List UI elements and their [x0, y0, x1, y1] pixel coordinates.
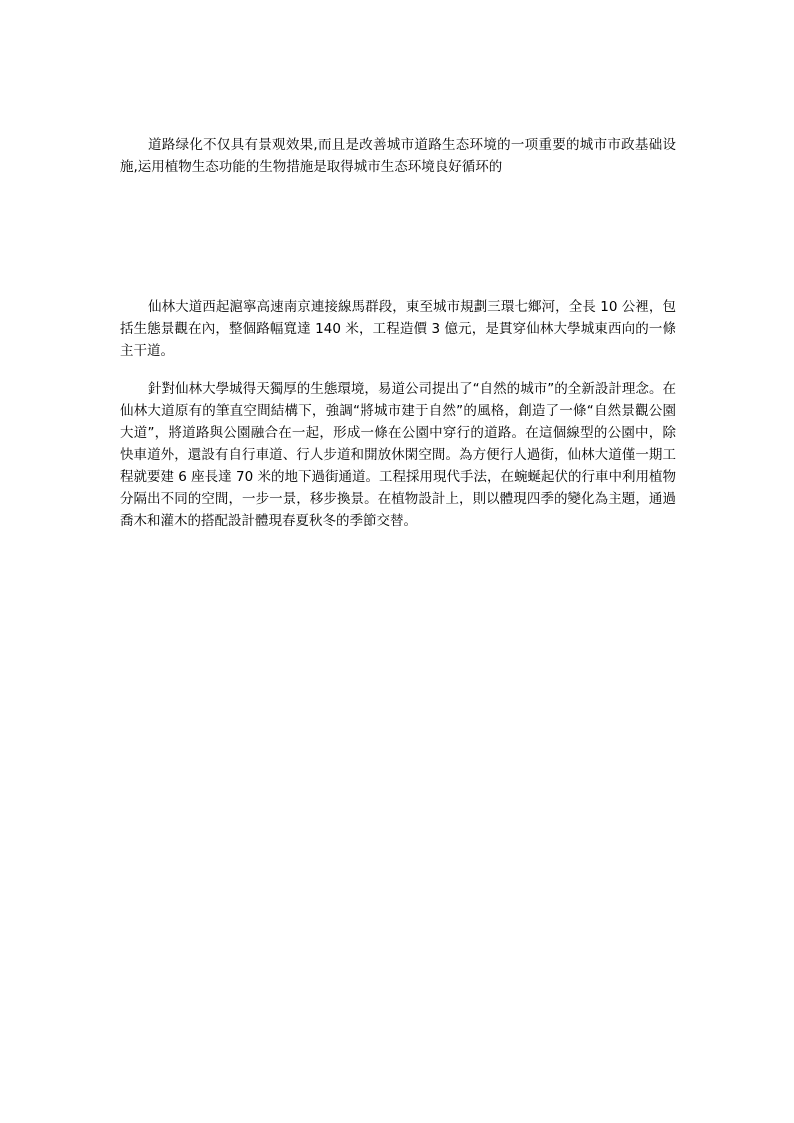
paragraph-design-concept: 針對仙林大學城得天獨厚的生態環境，易道公司提出了“自然的城市”的全新設計理念。在仙林大道原有的筆直空間結構下，強調“將城市建于自然”的風格，創造了一條“自然景觀公園大道”，將道路與公園融合在一起，形成一條在公園中穿行的道路。在這個線型的公園中，除快車道外，還設有自行車道、行人步道和開放休閑空間。為方便行人過街，仙林大道僅一期工程就要建 6 座長達 70 米的地下過街通道。工程採用現代手法，在蜿蜒起伏的行車中利用植物分隔出不同的空間，一步一景，移步換景。在植物設計上，則以體現四季的變化為主題，通過喬木和灌木的搭配設計體現春夏秋冬的季節交替。 [120, 381, 676, 529]
paragraph-xianlin-avenue-overview: 仙林大道西起滬寧高速南京連接線馬群段，東至城市規劃三環七鄉河，全長 10 公裡，包括生態景觀在內，整個路幅寬達 140 米，工程造價 3 億元，是貫穿仙林大學城東西向的一條主干道。 [120, 299, 676, 359]
paragraph-road-greening: 道路绿化不仅具有景观效果,而且是改善城市道路生态环境的一项重要的城市市政基础设施,运用植物生态功能的生物措施是取得城市生态环境良好循环的 [120, 137, 676, 175]
